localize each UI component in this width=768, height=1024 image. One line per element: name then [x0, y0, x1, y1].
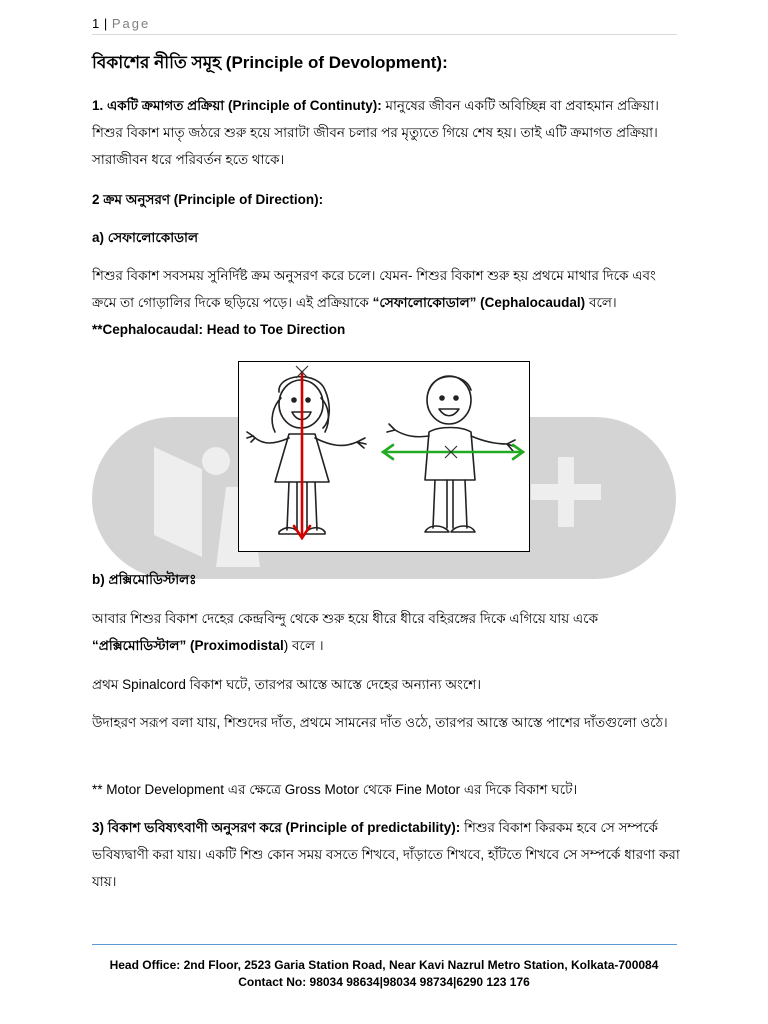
footer-contact: Contact No: 98034 98634|98034 98734|6290 123 176 — [238, 975, 530, 989]
cephalocaudal-note: **Cephalocaudal: Head to Toe Direction — [92, 322, 346, 337]
page-label: Page — [111, 16, 151, 31]
section-3 — [92, 814, 680, 895]
motor-development-note: ** Motor Development এর ক্ষেত্রে Gross Motor থেকে Fine Motor এর দিকে বিকাশ ঘটে। — [92, 782, 578, 797]
subsection-b-heading: b) প্রক্সিমোডিস্টালঃ — [92, 572, 197, 587]
header-divider — [92, 34, 677, 35]
proximodistal-tail: ) বলে । — [283, 638, 324, 653]
subsection-a-paragraph — [92, 262, 680, 343]
footer-address: Head Office: 2nd Floor, 2523 Garia Station Road, Near Kavi Nazrul Metro Station, Kolkata-700084 — [109, 958, 659, 972]
proximodistal-term: “প্রক্সিমোডিস্টাল” — [92, 638, 187, 653]
subsection-a-text: শিশুর বিকাশ সবসময় সুনির্দিষ্ট ক্রম অনুসরণ করে চলে। যেমন- শিশুর বিকাশ শুরু হয় প্রথমে মাথার দিকে এবং ক্রমে তা গোড়ালির দিকে ছড়িয়ে পড়ে। এই প্রক্রিয়াকে — [92, 268, 656, 310]
subsection-a-heading: a) সেফালোকোডাল — [92, 230, 199, 245]
spinalcord-line: প্রথম Spinalcord বিকাশ ঘটে, তারপর আস্তে আস্তে দেহের অন্যান্য অংশে। — [92, 677, 482, 692]
subsection-b-text: আবার শিশুর বিকাশ দেহের কেন্দ্রবিন্দু থেকে শুরু হয়ে ধীরে ধীরে বহিরঙ্গের দিকে এগিয়ে যায় একে — [92, 611, 599, 626]
bole-text: বলে। — [588, 295, 617, 310]
cephalocaudal-term: “সেফালোকোডাল” — [372, 295, 477, 310]
proximodistal-term-en: (Proximodistal — [190, 638, 284, 653]
section-1 — [92, 92, 680, 173]
cephalocaudal-term-en: (Cephalocaudal) — [480, 295, 586, 310]
section-1-heading: 1. একটি ক্রমাগত প্রক্রিয়া (Principle of Continuty): — [92, 98, 382, 113]
section-3-text: শিশুর বিকাশ কিরকম হবে সে সম্পর্কে ভবিষ্যদ্বাণী করা যায়। একটি শিশু কোন সময় বসতে শিখবে, দাঁড়াতে শিখবে, হাঁটতে শিখবে সে সম্পর্কে ধারণা করা যায়। — [92, 820, 680, 889]
section-2-heading: 2 ক্রম অনুসরণ (Principle of Direction): — [92, 192, 324, 207]
teeth-example: উদাহরণ সরূপ বলা যায়, শিশুদের দাঁত, প্রথমে সামনের দাঁত ওঠে, তারপর আস্তে আস্তে পাশের দাঁতগুলো ওঠে। — [92, 715, 668, 730]
page-number: 1 | Page — [92, 16, 151, 31]
footer — [0, 957, 768, 991]
section-1-text: মানুষের জীবন একটি অবিচ্ছিন্ন বা প্রবাহমান প্রক্রিয়া। শিশুর বিকাশ মাতৃ জঠরে শুরু হয়ে সারাটা জীবন চলার পর মৃত্যুতে গিয়ে শেষ হয়। তাই এটি ক্রমাগত প্রক্রিয়া। সারাজীবন ধরে পরিবর্তন হতে থাকে। — [92, 98, 660, 167]
page-title: বিকাশের নীতি সমূহ (Principle of Devolopment): — [92, 53, 448, 72]
section-3-heading: 3) বিকাশ ভবিষ্যৎবাণী অনুসরণ করে (Principle of predictability): — [92, 820, 461, 835]
footer-divider — [92, 944, 677, 945]
girl-hair — [279, 377, 329, 428]
development-direction-illustration — [238, 361, 530, 552]
subsection-b-paragraph — [92, 605, 680, 659]
